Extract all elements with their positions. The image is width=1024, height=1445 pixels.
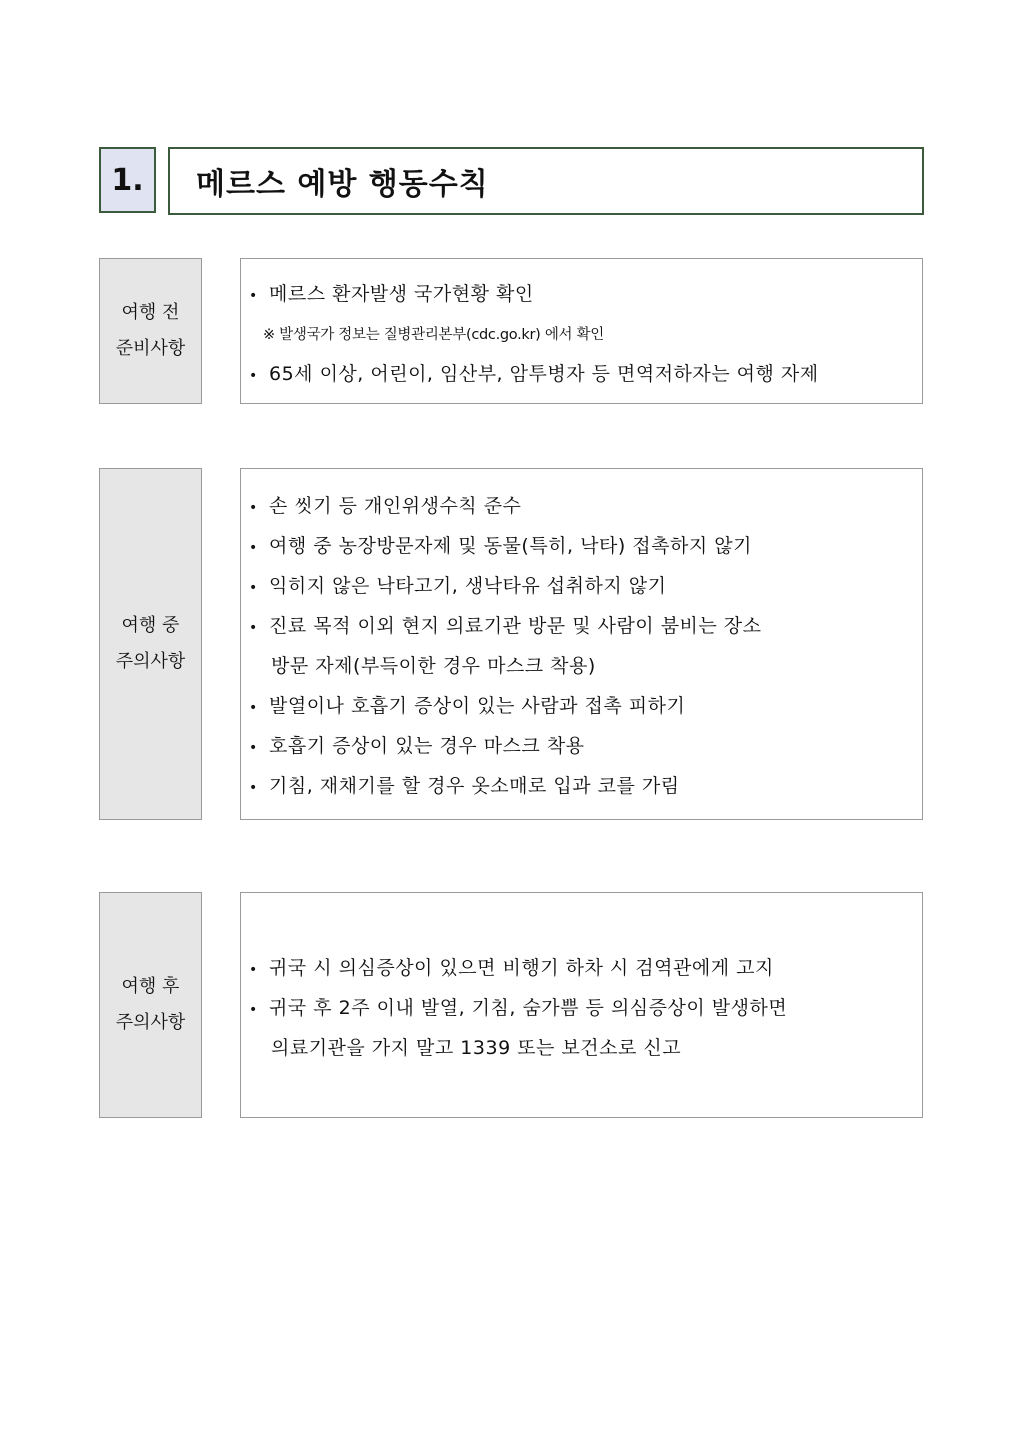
label-after-travel-line2: 주의사항: [115, 1012, 186, 1033]
label-before-travel: [99, 258, 202, 404]
bullet-icon: •: [249, 288, 258, 304]
section-number: [99, 147, 156, 213]
section-number-text: 1.: [111, 162, 144, 198]
list-item-continuation: 방문 자제(부득이한 경우 마스크 착용): [271, 655, 596, 677]
list-item: • 진료 목적 이외 현지 의료기관 방문 및 사람이 붐비는 장소: [249, 615, 762, 637]
list-item: • 여행 중 농장방문자제 및 동물(특히, 낙타) 접촉하지 않기: [249, 535, 752, 557]
content-during-travel: [240, 468, 923, 820]
bullet-icon: •: [249, 740, 258, 756]
note-item: ※ 발생국가 정보는 질병관리본부(cdc.go.kr) 에서 확인: [263, 327, 604, 343]
label-during-travel: [99, 468, 202, 820]
label-before-travel-line1: 여행 전: [121, 302, 180, 323]
list-item: • 귀국 시 의심증상이 있으면 비행기 하차 시 검역관에게 고지: [249, 957, 774, 979]
list-item: • 메르스 환자발생 국가현황 확인: [249, 283, 534, 305]
content-before-travel: [240, 258, 923, 404]
bullet-icon: •: [249, 1002, 258, 1018]
label-after-travel: [99, 892, 202, 1118]
bullet-icon: •: [249, 700, 258, 716]
page-title: [168, 147, 924, 215]
label-during-travel-line2: 주의사항: [115, 651, 186, 672]
list-item: • 손 씻기 등 개인위생수칙 준수: [249, 495, 522, 517]
list-item: • 귀국 후 2주 이내 발열, 기침, 숨가쁨 등 의심증상이 발생하면: [249, 997, 788, 1019]
list-item: • 65세 이상, 어린이, 임산부, 암투병자 등 면역저하자는 여행 자제: [249, 363, 819, 385]
page-title-text: 메르스 예방 행동수칙: [196, 167, 489, 202]
content-after-travel: [240, 892, 923, 1118]
bullet-icon: •: [249, 620, 258, 636]
bullet-icon: •: [249, 368, 258, 384]
label-after-travel-line1: 여행 후: [121, 976, 180, 997]
bullet-icon: •: [249, 580, 258, 596]
list-item: • 호흡기 증상이 있는 경우 마스크 착용: [249, 735, 585, 757]
list-item-continuation: 의료기관을 가지 말고 1339 또는 보건소로 신고: [271, 1037, 682, 1059]
label-during-travel-line1: 여행 중: [121, 615, 180, 636]
label-before-travel-line2: 준비사항: [115, 338, 186, 359]
list-item: • 익히지 않은 낙타고기, 생낙타유 섭취하지 않기: [249, 575, 667, 597]
bullet-icon: •: [249, 780, 258, 796]
list-item: • 기침, 재채기를 할 경우 옷소매로 입과 코를 가림: [249, 775, 680, 797]
bullet-icon: •: [249, 500, 258, 516]
list-item: • 발열이나 호흡기 증상이 있는 사람과 접촉 피하기: [249, 695, 686, 717]
bullet-icon: •: [249, 540, 258, 556]
bullet-icon: •: [249, 962, 258, 978]
